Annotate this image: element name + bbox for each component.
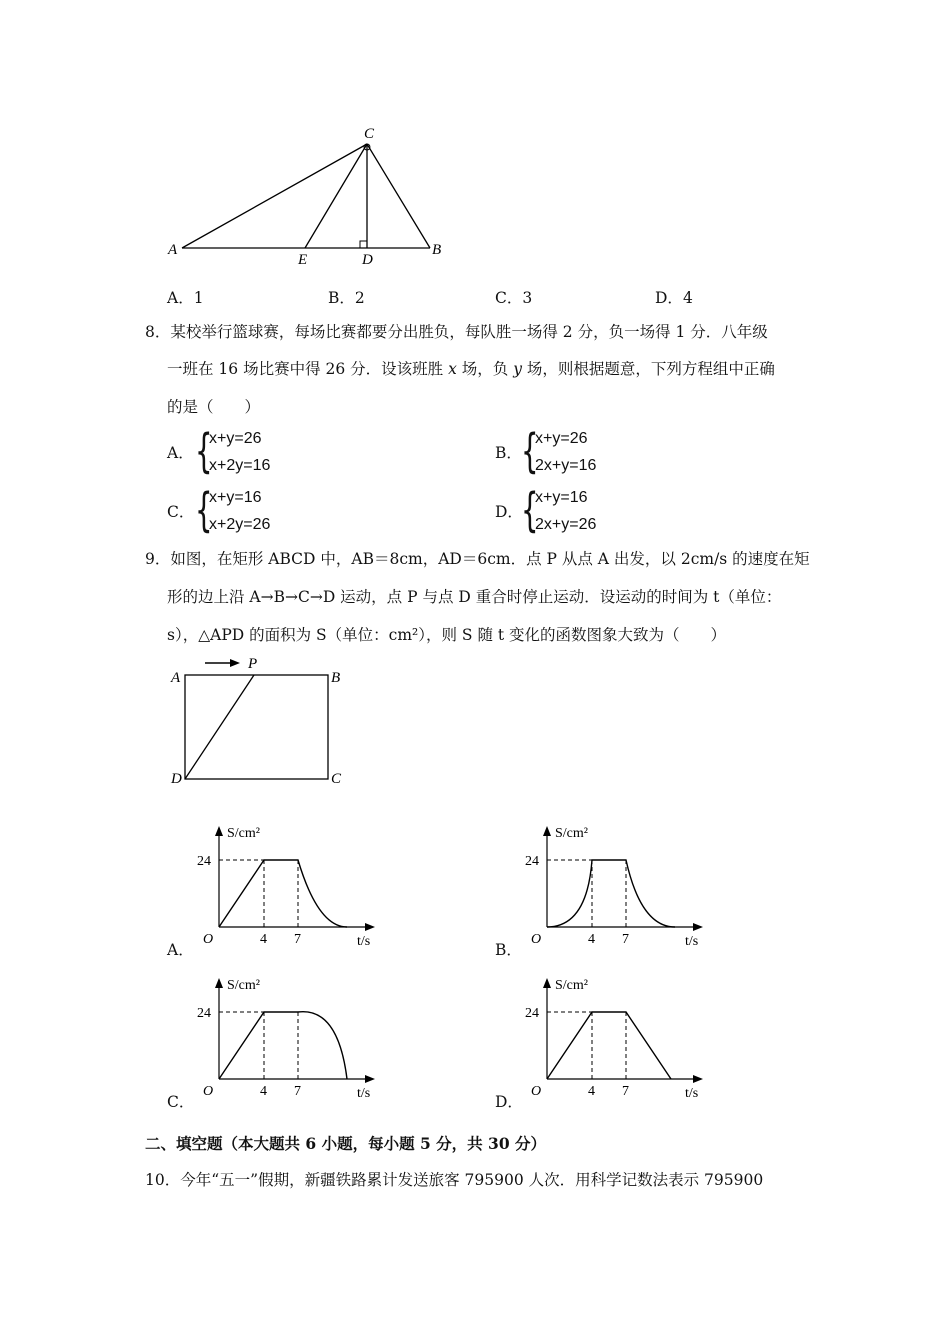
x-axis-arrow-icon <box>365 923 375 931</box>
q9-graph-c <box>187 972 387 1102</box>
graph-curve <box>219 860 347 927</box>
origin-label: O <box>203 1084 214 1099</box>
option-letter: B． <box>495 941 522 959</box>
equation-system <box>209 484 270 538</box>
q9-option-a[interactable] <box>167 820 387 960</box>
equation-2: x+2y=26 <box>209 516 271 533</box>
q10-stem-line-1 <box>145 1168 763 1190</box>
q8-stem-line-1 <box>145 320 768 342</box>
x-tick-4: 4 <box>260 1084 267 1099</box>
origin-label: O <box>203 932 214 947</box>
q7-option-c[interactable] <box>495 286 532 308</box>
y-axis-label: S/cm² <box>555 826 588 841</box>
q8-text-part: 场，负 <box>456 360 514 378</box>
equation-system <box>209 425 270 479</box>
q9-graph-d <box>515 972 715 1102</box>
y-axis-label: S/cm² <box>227 978 260 993</box>
q9-label-d: D <box>171 771 182 787</box>
q7-triangle-figure <box>160 120 460 270</box>
y-tick-24: 24 <box>197 1006 211 1021</box>
graph-curve <box>547 1012 671 1079</box>
x-axis-label: t/s <box>357 1086 371 1101</box>
q7-label-e: E <box>298 252 308 268</box>
x-axis-arrow-icon <box>365 1075 375 1083</box>
q9-stem-line-3: s），△APD 的面积为 S（单位：cm²），则 S 随 t 变化的函数图象大致为（ ） <box>167 626 727 644</box>
q8-number: 8． <box>145 323 171 341</box>
q7-segment-bc <box>367 144 430 248</box>
x-axis-arrow-icon <box>693 1075 703 1083</box>
arrow-right-icon <box>230 659 240 667</box>
brace-icon: { <box>195 424 213 478</box>
brace-icon: { <box>521 424 539 478</box>
x-axis-label: t/s <box>685 1086 699 1101</box>
x-tick-7: 7 <box>294 932 301 947</box>
q7-option-d[interactable] <box>655 286 693 308</box>
q8-stem-line-3: 的是（ ） <box>167 398 261 416</box>
equation-2: 2x+y=16 <box>535 457 597 474</box>
option-value: 2 <box>354 289 365 307</box>
x-axis-label: t/s <box>685 934 699 949</box>
y-axis-label: S/cm² <box>555 978 588 993</box>
graph-curve <box>547 860 675 927</box>
x-tick-4: 4 <box>260 932 267 947</box>
equation-2: x+2y=16 <box>209 457 271 474</box>
x-tick-4: 4 <box>588 1084 595 1099</box>
q8-option-d[interactable] <box>495 484 795 540</box>
equation-2: 2x+y=26 <box>535 516 597 533</box>
option-letter: D． <box>655 289 683 307</box>
equation-system <box>535 484 596 538</box>
option-letter: A． <box>167 289 194 307</box>
y-axis-arrow-icon <box>215 826 223 836</box>
q8-option-b[interactable] <box>495 425 795 481</box>
option-value: 1 <box>193 289 204 307</box>
y-tick-24: 24 <box>197 854 211 869</box>
equation-1: x+y=26 <box>209 430 262 447</box>
q7-option-a[interactable] <box>167 286 204 308</box>
q8-option-a[interactable] <box>167 425 467 481</box>
q10-number: 10． <box>145 1171 181 1189</box>
graph-curve <box>219 1012 347 1079</box>
q8-var-y: y <box>513 360 522 378</box>
q9-option-c[interactable] <box>167 972 387 1112</box>
q8-text-part: 一班在 16 场比赛中得 26 分．设该班胜 <box>167 360 449 378</box>
equation-1: x+y=26 <box>535 430 588 447</box>
q8-text: 某校举行篮球赛，每场比赛都要分出胜负，每队胜一场得 2 分，负一场得 1 分．八年级 <box>170 323 768 341</box>
q9-stem-line-2: 形的边上沿 A→B→C→D 运动，点 P 与点 D 重合时停止运动．设运动的时间为 t（单位： <box>167 588 782 606</box>
y-tick-24: 24 <box>525 1006 539 1021</box>
option-value: 3 <box>522 289 533 307</box>
y-tick-24: 24 <box>525 854 539 869</box>
q10-text: 今年“五一”假期，新疆铁路累计发送旅客 795900 人次．用科学记数法表示 795900 <box>180 1171 764 1189</box>
option-letter: A． <box>167 941 194 959</box>
q7-label-a: A <box>168 242 178 258</box>
q9-option-d[interactable] <box>495 972 715 1112</box>
option-letter: B． <box>328 289 355 307</box>
equation-1: x+y=16 <box>209 489 262 506</box>
option-letter: C． <box>167 1093 195 1111</box>
equation-system <box>535 425 596 479</box>
option-letter: B． <box>495 444 522 462</box>
q7-segment-ec <box>305 144 367 248</box>
y-axis-arrow-icon <box>215 978 223 988</box>
origin-label: O <box>531 932 542 947</box>
q7-option-b[interactable] <box>328 286 365 308</box>
x-tick-7: 7 <box>622 1084 629 1099</box>
q7-segment-ac <box>182 144 367 248</box>
y-axis-label: S/cm² <box>227 826 260 841</box>
brace-icon: { <box>521 483 539 537</box>
q9-label-a: A <box>171 670 181 686</box>
q9-label-p: P <box>248 656 258 672</box>
q7-label-c: C <box>364 126 375 142</box>
x-tick-4: 4 <box>588 932 595 947</box>
section-2-title: 二、填空题（本大题共 6 小题，每小题 5 分，共 30 分） <box>145 1134 547 1153</box>
q9-label-b: B <box>331 670 341 686</box>
q7-right-angle-mark <box>360 241 367 248</box>
q7-label-d: D <box>362 252 373 268</box>
q9-rectangle-abcd <box>185 675 328 779</box>
q9-option-b[interactable] <box>495 820 715 960</box>
q7-label-b: B <box>432 242 442 258</box>
q9-label-c: C <box>331 771 342 787</box>
x-tick-7: 7 <box>622 932 629 947</box>
q9-number: 9． <box>145 550 171 568</box>
q9-graph-b <box>515 820 715 950</box>
option-value: 4 <box>682 289 693 307</box>
equation-1: x+y=16 <box>535 489 588 506</box>
option-letter: D． <box>495 503 523 521</box>
origin-label: O <box>531 1084 542 1099</box>
option-letter: D． <box>495 1093 523 1111</box>
x-tick-7: 7 <box>294 1084 301 1099</box>
option-letter: A． <box>167 444 194 462</box>
q8-option-c[interactable] <box>167 484 467 540</box>
q8-stem-line-2 <box>167 357 775 379</box>
q9-graph-a <box>187 820 387 950</box>
y-axis-arrow-icon <box>543 826 551 836</box>
q9-stem-line-1 <box>145 547 810 569</box>
brace-icon: { <box>195 483 213 537</box>
option-letter: C． <box>495 289 523 307</box>
x-axis-arrow-icon <box>693 923 703 931</box>
y-axis-arrow-icon <box>543 978 551 988</box>
q9-rectangle-figure <box>160 650 360 790</box>
option-letter: C． <box>167 503 195 521</box>
q8-text-part: 场，则根据题意，下列方程组中正确 <box>521 360 775 378</box>
q8-var-x: x <box>448 360 457 378</box>
q9-segment-dp <box>185 675 254 779</box>
q9-text: 如图，在矩形 ABCD 中，AB＝8cm，AD＝6cm．点 P 从点 A 出发，以 2cm/s 的速度在矩 <box>170 550 810 568</box>
x-axis-label: t/s <box>357 934 371 949</box>
